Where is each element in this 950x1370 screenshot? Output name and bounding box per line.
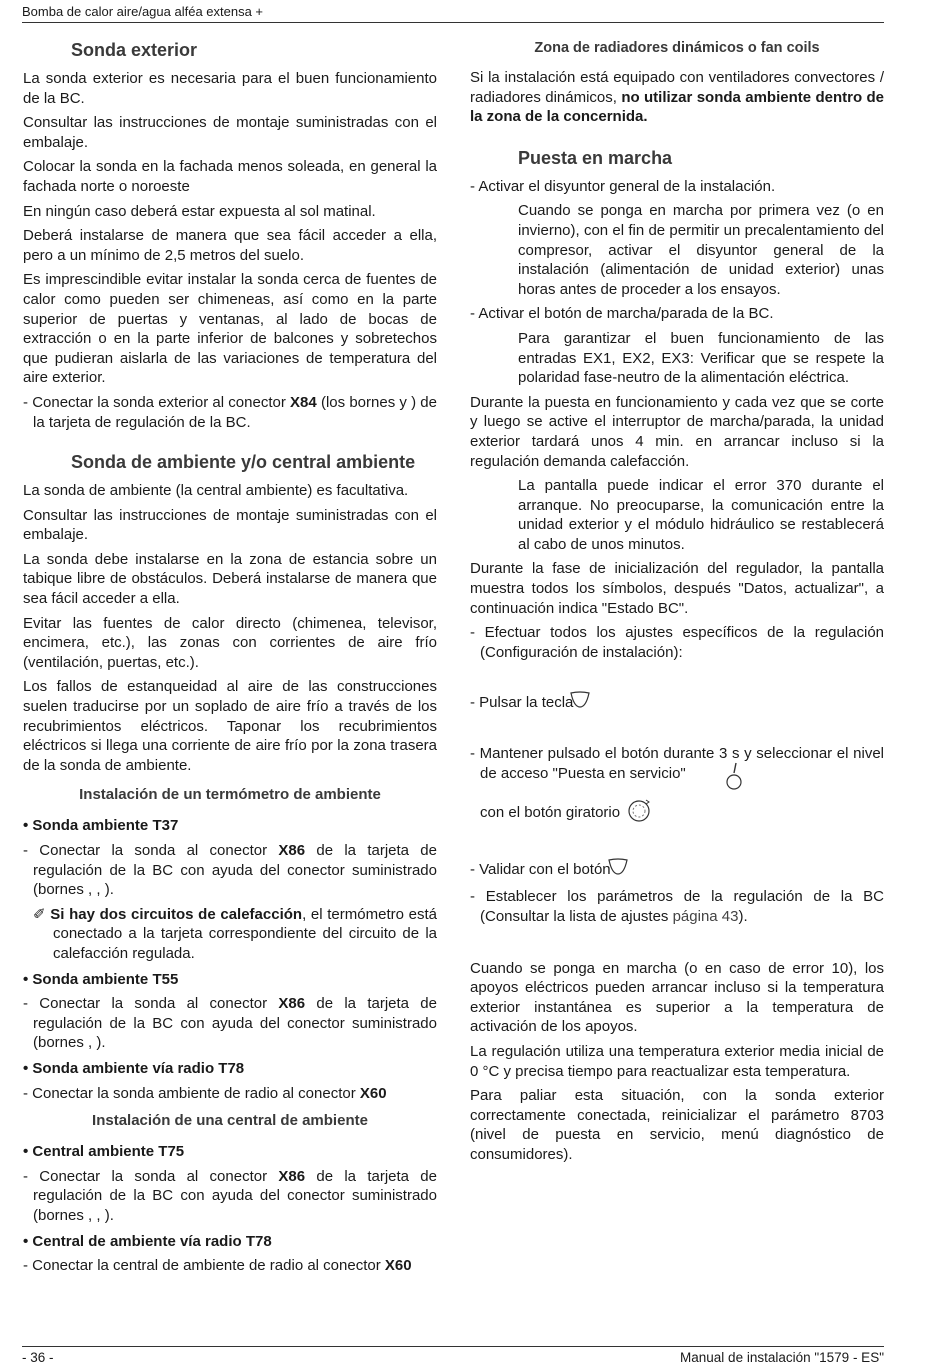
page-link[interactable]: página 43 [672,908,739,925]
paragraph: La sonda de ambiente (la central ambiente) es facultativa. [23,482,409,500]
instruction-step: - Activar el disyuntor general de la instalación. [470,177,776,195]
instruction-step: - Establecer los parámetros de la regulación de la BC (Consultar la lista de ajustes página 43). [470,888,884,925]
ok-key-icon [617,857,629,883]
instruction-step: - Efectuar todos los ajustes específicos de la regulación (Configuración de instalación): [470,624,884,661]
paragraph: Es imprescindible evitar instalar la sonda cerca de fuentes de calor como pueden ser chimeneas, así como en la parte superior de puertas y ventanas, al lado de bocas de extracción o en la parte inferior de balcones y sobretechos que pudieran aislarla de las variaciones de temperatura del aire exterior. [23,271,437,387]
instruction-step: - Pulsar la tecla [470,690,884,716]
note: Cuando se ponga en marcha por primera vez (o en invierno), con el fin de permitir un precalentamiento del compresor, activar el disyuntor general de la instalación (alimentación de unidad exterior) unas horas antes de proceder a los ensayos. [518,202,884,298]
paragraph: Evitar las fuentes de calor directo (chimenea, televisor, encimera, etc.), las zonas con corrientes de aire frío (ventilación, puertas, etc.). [23,614,437,671]
heading-startup: Puesta en marcha [518,147,673,168]
paragraph: La regulación utiliza una temperatura exterior media inicial de 0 °C y precisa tiempo para reactualizar esta temperatura. [470,1042,884,1080]
paragraph: Colocar la sonda en la fachada menos soleada, en general la fachada norte o noroeste [23,158,437,195]
info-button-icon [726,762,744,797]
paragraph: Durante la fase de inicialización del regulador, la pantalla muestra todos los símbolos, después "Datos, actualizar", a continuación indica "Estado BC". [470,560,884,617]
heading-central: Instalación de una central de ambiente [92,1112,368,1130]
bullet-t75: • Central ambiente T75 [23,1143,185,1161]
paragraph: Si la instalación está equipado con ventiladores convectores / radiadores dinámicos, no utilizar sonda ambiente dentro de la zona de la concernida. [470,69,884,126]
note: La pantalla puede indicar el error 370 durante el arranque. No preocuparse, la comunicación entre la unidad exterior y el módulo hidráulico se restablecerá al cabo de unos minutos. [518,477,884,553]
left-column [23,30,437,1276]
heading-room-sensor: Sonda de ambiente y/o central ambiente [71,452,416,473]
paragraph: La sonda exterior es necesaria para el buen funcionamiento de la BC. [23,70,437,107]
header-title: Bomba de calor aire/agua alféa extensa + [22,4,264,19]
instruction-step: - Mantener pulsado el botón durante 3 s y seleccionar el nivel de acceso "Puesta en servicio" [470,745,884,782]
right-column [470,30,884,1165]
instruction-step: - Validar con el botón [470,857,884,883]
rotary-knob-icon [626,797,652,829]
heading-fan-coil-zone: Zona de radiadores dinámicos o fan coils [534,40,820,56]
footer-rule [22,1346,884,1347]
note: Para garantizar el buen funcionamiento de las entradas EX1, EX2, EX3: Verificar que se respete la polaridad fase-neutro de la alimentación eléctrica. [518,329,884,387]
paragraph: Consultar las instrucciones de montaje suministradas con el embalaje. [23,114,437,151]
paragraph: Consultar las instrucciones de montaje suministradas con el embalaje. [23,506,437,544]
page-number: - 36 - [22,1350,54,1365]
bullet-t78: • Sonda ambiente vía radio T78 [23,1059,245,1077]
bullet-t55: • Sonda ambiente T55 [23,970,179,988]
heading-thermometer: Instalación de un termómetro de ambiente [79,786,381,804]
note: ✐ Si hay dos circuitos de calefacción, el termómetro está conectado a la tarjeta correspondiente del circuito de la calefacción regulada. [33,905,437,962]
instruction-step: - Conectar la central de ambiente de radio al conector X60 [23,1257,412,1275]
instruction-step: - Conectar la sonda exterior al conector X84 (los bornes y ) de la tarjeta de regulación de la BC. [23,393,437,431]
instruction-step: con el botón giratorio [470,797,884,829]
bullet-t37: • Sonda ambiente T37 [23,817,179,835]
paragraph: En ningún caso deberá estar expuesta al sol matinal. [23,202,376,220]
menu-key-icon [579,690,591,716]
paragraph: Los fallos de estanqueidad al aire de las construcciones suelen traducirse por un soplado de aire frío a través de los recubrimientos eléctricos. Taponar los recubrimientos eléctricos si llega una corriente de aire frío por la zona trasera de la sonda de ambiente. [23,678,437,774]
instruction-step: - Conectar la sonda al conector X86 de la tarjeta de regulación de la BC con ayuda del conector suministrado (bornes , ). [23,995,437,1052]
heading-outdoor-sensor: Sonda exterior [71,40,198,60]
instruction-step: - Conectar la sonda ambiente de radio al conector X60 [23,1084,387,1102]
paragraph: La sonda debe instalarse en la zona de estancia sobre un tabique libre de obstáculos. Deberá instalarse de manera que sea fácil acceder a ella. [23,550,437,608]
manual-reference: Manual de instalación "1579 - ES" [680,1350,884,1365]
paragraph: Deberá instalarse de manera que sea fácil acceder a ella, pero a un mínimo de 2,5 metros del suelo. [23,227,437,264]
paragraph: Para paliar esta situación, con la sonda exterior correctamente conectada, reinicializar el parámetro 8703 (nivel de puesta en servicio, menú diagnóstico de consumidores). [470,1087,884,1163]
paragraph: Cuando se ponga en marcha (o en caso de error 10), los apoyos eléctricos pueden arrancar incluso si la temperatura exterior instantánea es superior a la temperatura de activación de los apoyos. [470,959,884,1036]
bullet-t78-central: • Central de ambiente vía radio T78 [23,1232,272,1250]
instruction-step: - Activar el botón de marcha/parada de la BC. [470,305,774,323]
instruction-step: - Conectar la sonda al conector X86 de la tarjeta de regulación de la BC con ayuda del conector suministrado (bornes , , ). [23,1167,437,1224]
paragraph: Durante la puesta en funcionamiento y cada vez que se corte y luego se active el interruptor de marcha/parada, la unidad exterior tardará unos 4 min. en arrancar incluso si la regulación demanda calefacción. [470,393,884,470]
instruction-step: - Conectar la sonda al conector X86 de la tarjeta de regulación de la BC con ayuda del conector suministrado (bornes , , ). [23,842,437,899]
header-rule [22,22,884,23]
